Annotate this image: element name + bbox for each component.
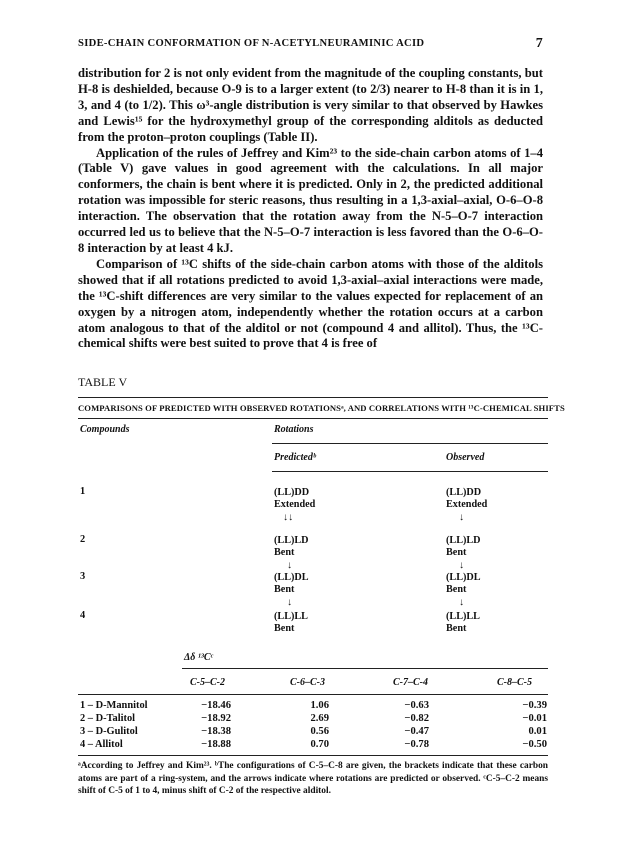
predicted-observed-rule — [272, 471, 548, 472]
rotation-arrow: ↓ — [287, 559, 293, 571]
table-rule — [78, 418, 548, 419]
alditol-name: 2 – D-Talitol — [80, 713, 136, 724]
table-top-rule — [78, 397, 548, 398]
shift-value: −18.46 — [201, 700, 231, 711]
table-footnote: ᵃAccording to Jeffrey and Kim²³. ᵇThe configurations of C-5–C-8 are given, the brackets indicate that these carbon atoms are part of a ring-system, and the arrows indicate where rotations are predicted or observed. ᶜC-5–C-2 means shift of C-5 of 1 to 4, minus shift of C-2 of the respective alditol. — [78, 761, 548, 797]
observed-configuration — [446, 572, 481, 609]
configuration: (LL)LL — [446, 611, 480, 622]
shift-value: −0.01 — [522, 713, 547, 724]
shift-value: 0.56 — [310, 726, 329, 737]
rotation-arrow: ↓ — [459, 596, 465, 608]
shift-value: −0.63 — [404, 700, 429, 711]
predicted-configuration — [274, 611, 308, 636]
predicted-configuration — [274, 572, 309, 609]
configuration: (LL)LL — [274, 611, 308, 622]
observed-configuration — [446, 487, 487, 524]
page-number: 7 — [535, 36, 543, 51]
paragraph: Comparison of ¹³C shifts of the side-chain carbon atoms with those of the alditols showed that if all rotations predicted to avoid 1,3-axial–axial interactions were made, the ¹³C-shift differences are very similar to the values expected for replacement of an oxygen by a nitrogen atom, independently whether the rotation occurs at a carbon atom analogous to that of the alditol or not (compound 4 and allitol). Thus, the ¹³C-chemical shifts were best suited to prove that 4 is free of — [78, 256, 543, 351]
table-bottom-rule — [78, 755, 548, 756]
observed-configuration — [446, 611, 480, 636]
shift-value: −18.88 — [201, 739, 231, 750]
delta-rule — [182, 668, 548, 669]
rotation-arrow: ↓ — [287, 596, 293, 608]
compound-number: 2 — [80, 534, 86, 545]
rotation-arrow: ↓ — [459, 559, 465, 571]
shift-value: −0.82 — [404, 713, 429, 724]
rotation-arrow: ↓↓ — [283, 511, 294, 523]
observed-configuration — [446, 535, 481, 572]
paragraph: Application of the rules of Jeffrey and Kim²³ to the side-chain carbon atoms of 1–4 (Table V) gave values in good agreement with the calculations. In all major conformers, the chain is bent where it is predicted. Only in 2, the predicted additional rotation was impossible for steric reasons, thus resulting in a 1,3-axial–axial, O-6–O-8 interaction. The observation that the rotation away from the N-5–O-7 interaction occurred led us to believe that the N-5–O-7 interaction is less favored than the O-6–O-8 interaction by at least 4 kJ. — [78, 145, 543, 255]
shift-value: −18.38 — [201, 726, 231, 737]
shift-value: 1.06 — [310, 700, 329, 711]
configuration: (LL)LD — [274, 535, 309, 546]
delta-13c-header: Δδ ¹³Cᶜ — [184, 652, 214, 663]
predicted-configuration — [274, 487, 315, 524]
rotation-arrow: ↓ — [459, 511, 465, 523]
alditol-name: 1 – D-Mannitol — [80, 700, 148, 711]
compound-number: 4 — [80, 610, 86, 621]
table-label: TABLE V — [78, 375, 128, 389]
configuration: (LL)DD — [446, 487, 482, 498]
shift-header: C-5–C-2 — [190, 677, 225, 688]
configuration: (LL)DL — [274, 572, 309, 583]
conformation: Bent — [446, 547, 467, 559]
shift-value: −0.78 — [404, 739, 429, 750]
conformation: Bent — [446, 584, 467, 596]
alditol-name: 4 – Allitol — [80, 739, 123, 750]
paragraph: distribution for 2 is not only evident from the magnitude of the coupling constants, but H-8 is deshielded, because O-9 is to a larger extent (to 2/3) nearer to H-8 than it is in 1, 3, and 4 (to 1/2). This ω³-angle distribution is very similar to that observed by Hawkes and Lewis¹⁵ for the hydroxymethyl group of the corresponding alditols as deducted from the proton–proton couplings (Table II). — [78, 66, 543, 144]
shift-value: 0.01 — [528, 726, 547, 737]
shift-header-rule — [78, 694, 548, 695]
compound-number: 1 — [80, 486, 86, 497]
observed-header: Observed — [446, 452, 485, 463]
shift-header: C-8–C-5 — [497, 677, 532, 688]
rotations-rule — [272, 443, 548, 444]
running-title: SIDE-CHAIN CONFORMATION OF N-ACETYLNEURAMINIC ACID — [78, 38, 425, 49]
shift-value: −0.39 — [522, 700, 547, 711]
shift-value: −0.47 — [404, 726, 429, 737]
predicted-configuration — [274, 535, 309, 572]
configuration: (LL)LD — [446, 535, 481, 546]
conformation: Bent — [274, 547, 295, 559]
conformation: Bent — [274, 584, 295, 596]
shift-header: C-7–C-4 — [393, 677, 428, 688]
shift-header: C-6–C-3 — [290, 677, 325, 688]
conformation: Extended — [274, 499, 316, 511]
predicted-header: Predictedᵇ — [274, 452, 316, 463]
rotations-header: Rotations — [274, 424, 314, 435]
shift-value: 2.69 — [310, 713, 329, 724]
shift-value: −0.50 — [522, 739, 547, 750]
body-text — [78, 66, 543, 352]
conformation: Bent — [274, 623, 295, 635]
conformation: Bent — [446, 623, 467, 635]
alditol-name: 3 – D-Gulitol — [80, 726, 138, 737]
table-caption: COMPARISONS OF PREDICTED WITH OBSERVED ROTATIONSᵃ, AND CORRELATIONS WITH ¹³C-CHEMICAL SHIFTS — [78, 403, 565, 413]
configuration: (LL)DD — [274, 487, 310, 498]
configuration: (LL)DL — [446, 572, 481, 583]
compounds-header: Compounds — [80, 424, 130, 435]
shift-value: 0.70 — [310, 739, 329, 750]
shift-value: −18.92 — [201, 713, 231, 724]
conformation: Extended — [446, 499, 488, 511]
compound-number: 3 — [80, 571, 86, 582]
